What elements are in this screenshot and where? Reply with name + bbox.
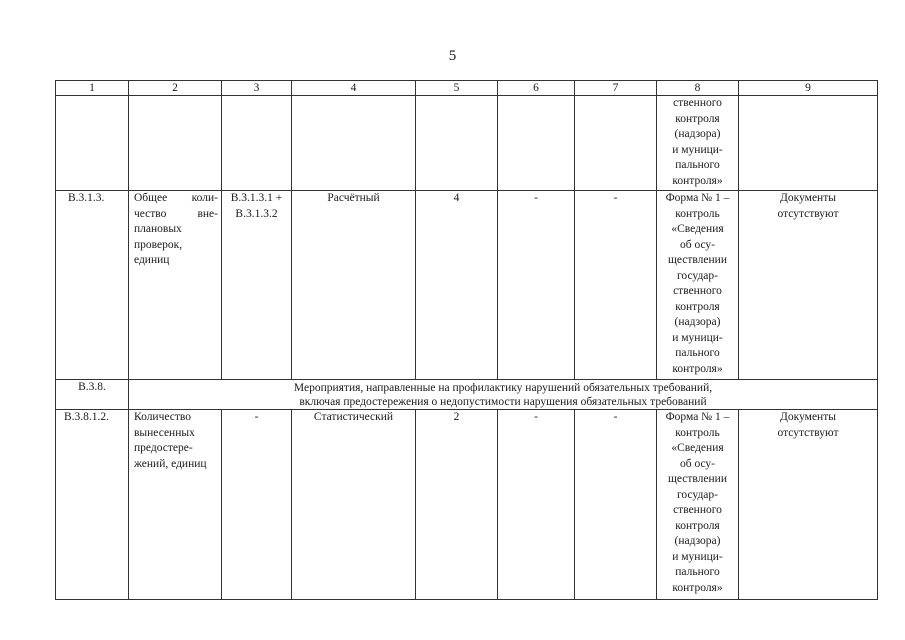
- section-title: Мероприятия, направленные на профилактику нарушений обязательных требований, включая предостережения о недопустимости нарушения обязательных требований: [129, 380, 878, 410]
- column-number: 3: [222, 81, 292, 96]
- value-cell: -: [575, 410, 657, 600]
- indicator-name: Количество вынесенных предостере- жений, единиц: [129, 410, 222, 600]
- method-cell: Расчётный: [292, 191, 416, 380]
- section-code: В.3.8.: [56, 380, 129, 410]
- formula-cell: -: [222, 410, 292, 600]
- source-cell: Форма № 1 – контроль «Сведения об осу- ществлении государ- ственного контроля (надзора) и муници- пального контроля»: [657, 410, 739, 600]
- section-row: [56, 380, 878, 410]
- value-cell: 2: [416, 410, 498, 600]
- value-cell: -: [498, 410, 575, 600]
- value-cell: 4: [416, 191, 498, 380]
- method-cell: Статистический: [292, 410, 416, 600]
- source-cell: ственного контроля (надзора) и муници- пального контроля»: [657, 96, 739, 191]
- table-row-continued: [56, 96, 878, 191]
- note-cell: Документы отсутствуют: [739, 410, 878, 600]
- column-number: 9: [739, 81, 878, 96]
- indicator-code: В.3.8.1.2.: [56, 410, 129, 600]
- column-number: 7: [575, 81, 657, 96]
- indicators-table: [55, 80, 878, 600]
- column-number: 2: [129, 81, 222, 96]
- page-number: 5: [448, 48, 457, 64]
- column-number: 4: [292, 81, 416, 96]
- indicator-name: Общее коли- чество вне- плановых проверок, единиц: [129, 191, 222, 380]
- value-cell: -: [498, 191, 575, 380]
- indicator-code: В.3.1.3.: [56, 191, 129, 380]
- source-cell: Форма № 1 – контроль «Сведения об осу- ществлении государ- ственного контроля (надзора) и муници- пального контроля»: [657, 191, 739, 380]
- table-row: [56, 410, 878, 600]
- column-number-row: [56, 81, 878, 96]
- column-number: 5: [416, 81, 498, 96]
- column-number: 6: [498, 81, 575, 96]
- table-row: [56, 191, 878, 380]
- value-cell: -: [575, 191, 657, 380]
- formula-cell: В.3.1.3.1 + В.3.1.3.2: [222, 191, 292, 380]
- column-number: 1: [56, 81, 129, 96]
- note-cell: Документы отсутствуют: [739, 191, 878, 380]
- column-number: 8: [657, 81, 739, 96]
